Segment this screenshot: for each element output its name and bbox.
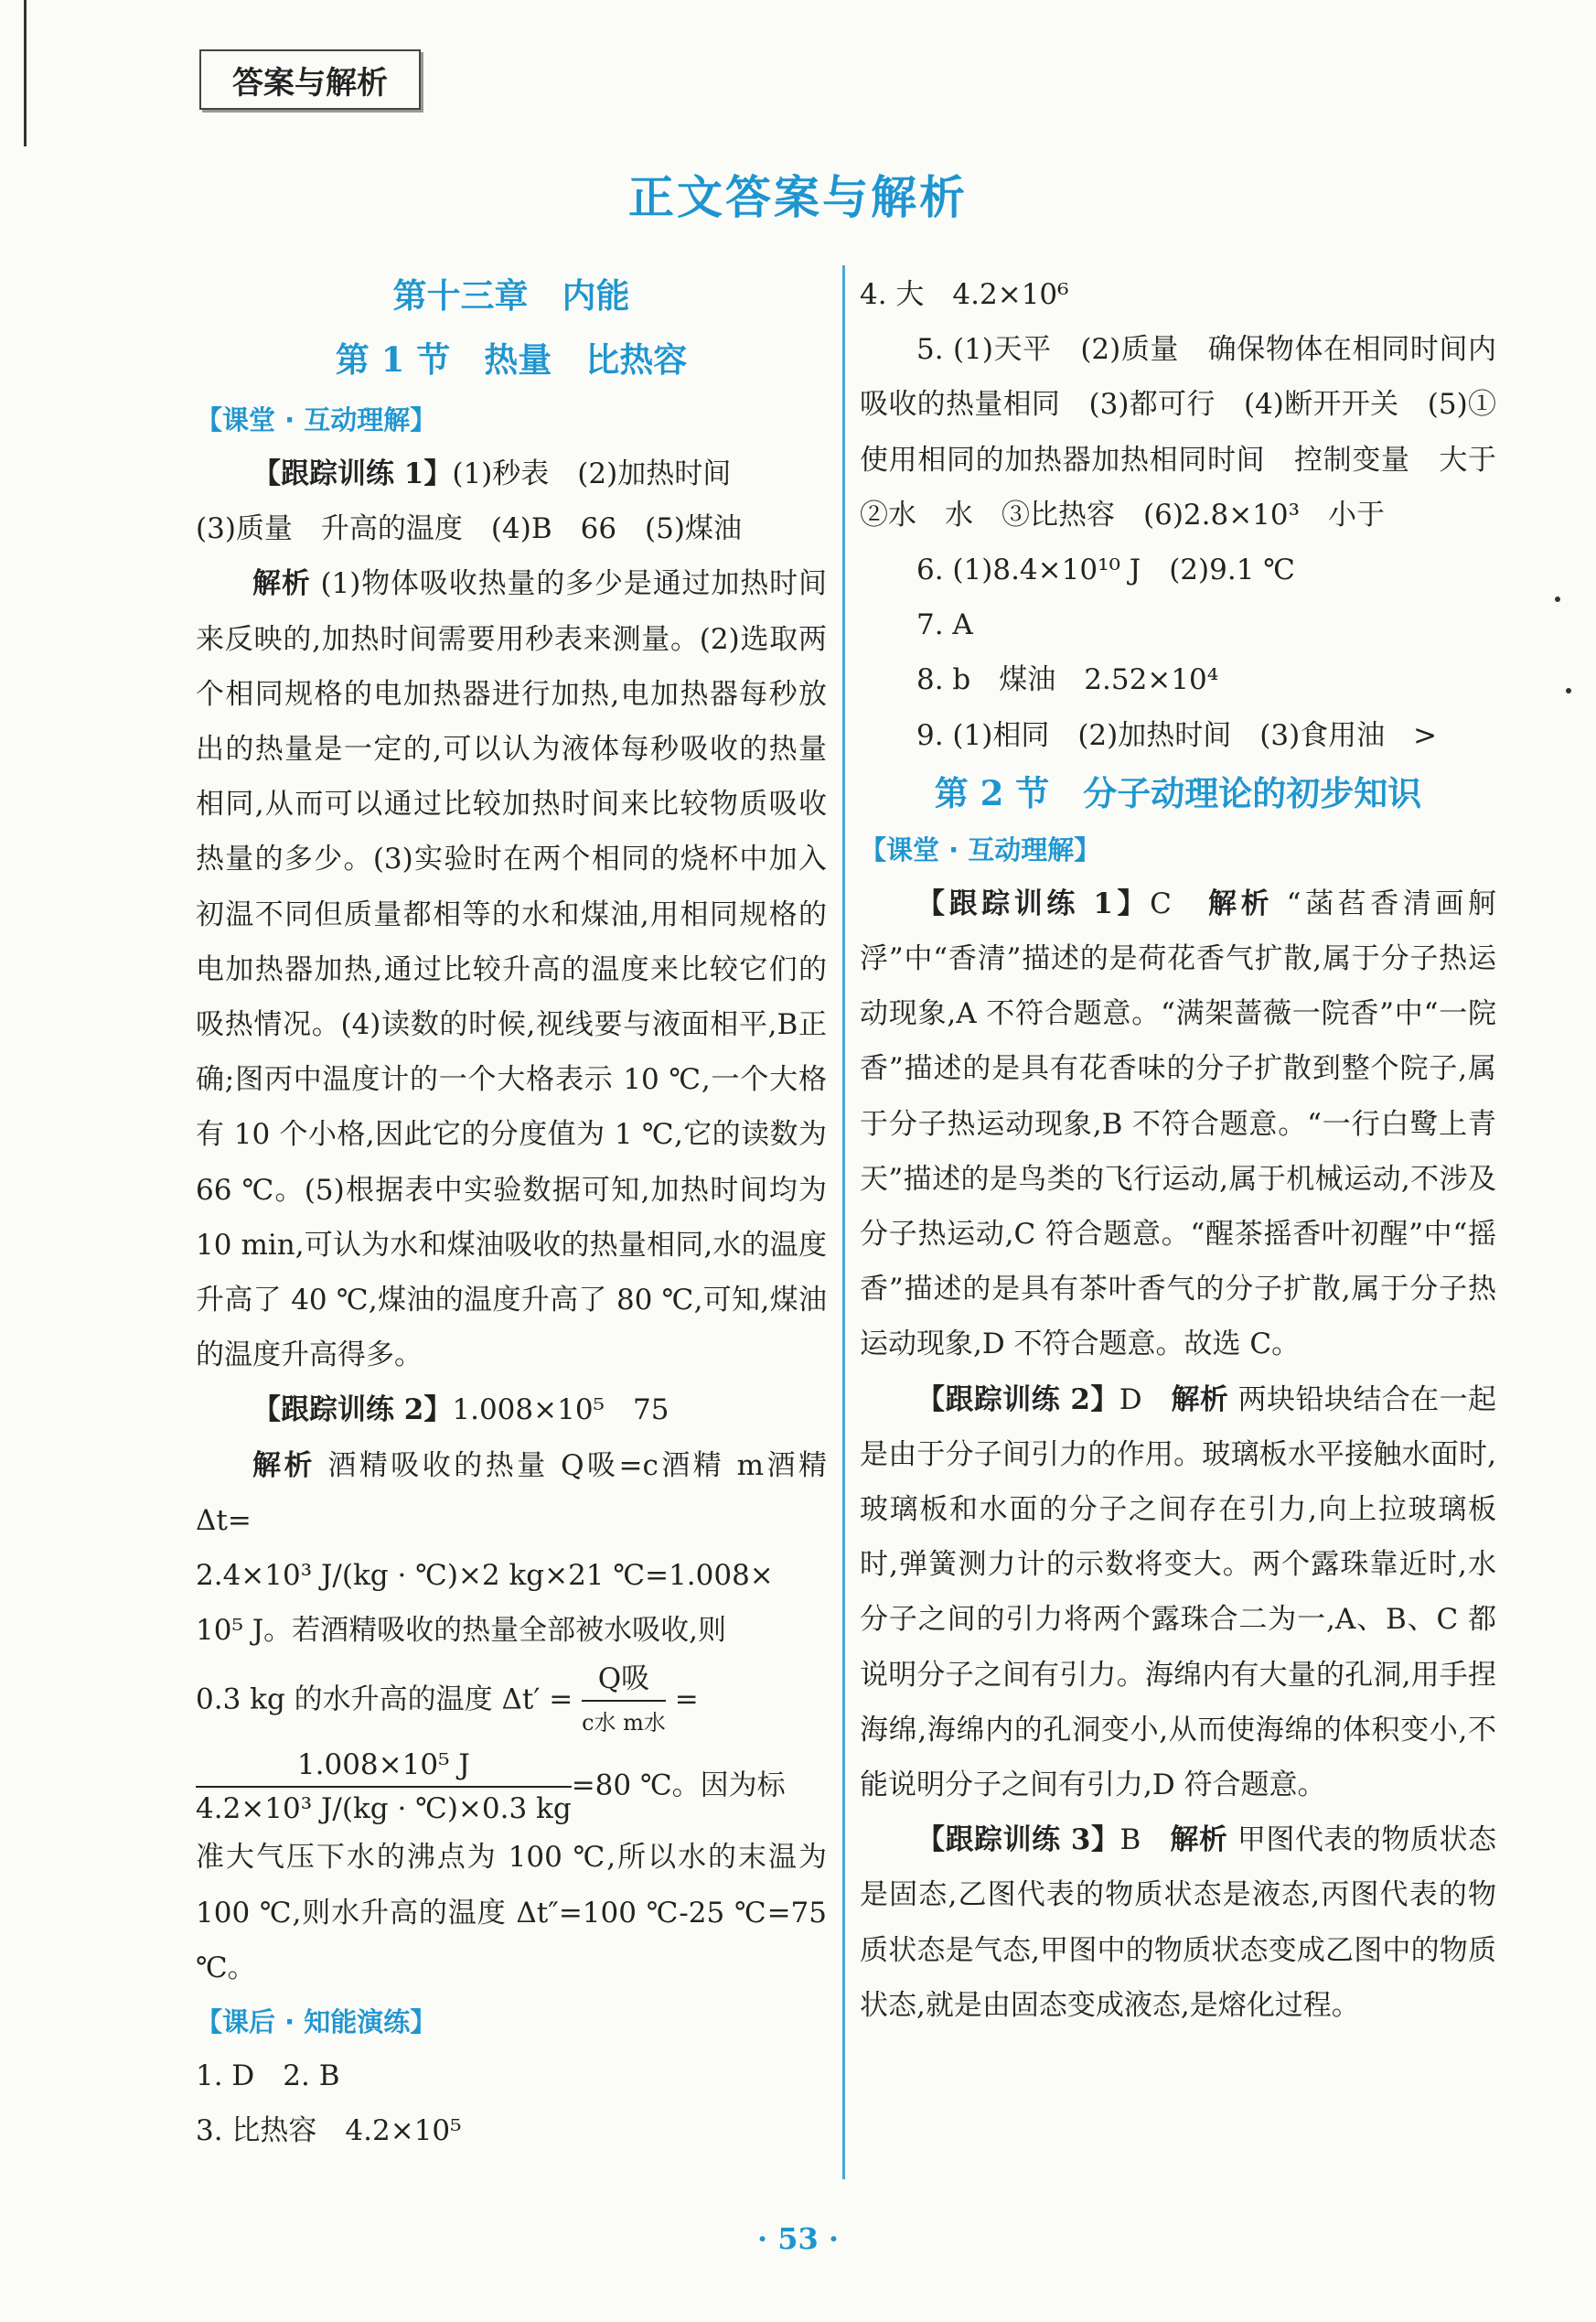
s2-training-3: 【跟踪训练 3】B 解析 甲图代表的物质状态是固态,乙图代表的物质状态是液态,丙图代表的物质状态是气态,甲图中的物质状态变成乙图中的物质状态,就是由固态变成液态,是熔化过程。: [860, 1823, 1496, 2022]
training-2-expl-line6: 准大气压下水的沸点为 100 ℃,所以水的末温为 100 ℃,则水升高的温度 Δt″=100 ℃-25 ℃=75 ℃。: [196, 1841, 827, 1984]
training-2-expl-line3: 10⁵ J。若酒精吸收的热量全部被水吸收,则: [196, 1614, 727, 1648]
fraction-numeric: $\frac{\text{1.008×10⁵ J}}{\text{4.2×10³ J/(kg · ℃)×0.3 kg}}$: [196, 1744, 572, 1830]
left-column: [196, 265, 827, 2158]
answer-3: 3. 比热容 4.2×10⁵: [196, 2114, 462, 2148]
answer-4: 4. 大 4.2×10⁶: [860, 278, 1069, 311]
fraction-q-over-cm: $\frac{\text{Q吸}}{\text{c水 m水}}$: [582, 1658, 666, 1744]
training-2-expl-line5: $\frac{\text{1.008×10⁵ J}}{\text{4.2×10³ J/(kg · ℃)×0.3 kg}}$ =80 ℃。因为标: [196, 1744, 827, 1830]
tag-classroom-2: 【课堂 · 互动理解】: [860, 833, 1101, 865]
tag-after-class: 【课后 · 知能演练】: [196, 2006, 437, 2038]
page-number: · 53 ·: [756, 2221, 840, 2256]
tag-classroom: 【课堂 · 互动理解】: [196, 404, 437, 435]
answer-5: 5. (1)天平 (2)质量 确保物体在相同时间内吸收的热量相同 (3)都可行 (4)断开开关 (5)①使用相同的加热器加热相同时间 控制变量 大于 ②水 水 ③比热容 (6)2.8×10³ 小于: [860, 333, 1525, 532]
training-2-answer: 【跟踪训练 2】1.008×10⁵ 75: [252, 1393, 669, 1427]
right-column: [860, 267, 1525, 2033]
answer-7: 7. A: [916, 608, 973, 642]
answer-8: 8. b 煤油 2.52×10⁴: [916, 663, 1219, 697]
section-2-title: 第 2 节 分子动理论的初步知识: [934, 772, 1422, 813]
margin-rule: [24, 0, 27, 146]
page-title: 正文答案与解析: [628, 170, 968, 224]
training-1-answer: 【跟踪训练 1】(1)秒表 (2)加热时间: [252, 457, 732, 490]
training-2-expl-line2: 2.4×10³ J/(kg · ℃)×2 kg×21 ℃=1.008×: [196, 1559, 774, 1593]
training-label: 【跟踪训练 1】: [252, 457, 453, 490]
answer-6: 6. (1)8.4×10¹⁰ J (2)9.1 ℃: [916, 554, 1295, 587]
margin-dot: [1555, 597, 1560, 602]
section-title: 第 1 节 热量 比热容: [335, 339, 688, 380]
s2-training-2: 【跟踪训练 2】D 解析 两块铅块结合在一起是由于分子间引力的作用。玻璃板水平接触水面时,玻璃板和水面的分子之间存在引力,向上拉玻璃板时,弹簧测力计的示数将变大。两个露珠靠近时,水分子之间的引力将两个露珠合二为一,A、B、C 都说明分子之间有引力。海绵内有大量的孔洞,用手捏海绵,海绵内的孔洞变小,从而使海绵的体积变小,不能说明分子之间有引力,D 符合题意。: [860, 1382, 1497, 1802]
column-divider: [842, 265, 845, 2179]
margin-dot: [1566, 688, 1571, 693]
section-header-box: 答案与解析: [199, 49, 421, 110]
training-1-explanation: 解析 (1)物体吸收热量的多少是通过加热时间来反映的,加热时间需要用秒表来测量。(2)选取两个相同规格的电加热器进行加热,电加热器每秒放出的热量是一定的,可以认为液体每秒吸收的热量相同,从而可以通过比较加热时间来比较物质吸收热量的多少。(3)实验时在两个相同的烧杯中加入初温不同但质量都相等的水和煤油,用相同规格的电加热器加热,通过比较升高的温度来比较它们的吸热情况。(4)读数的时候,视线要与液面相平,B正确;图丙中温度计的一个大格表示 10 ℃,一个大格有 10 个小格,因此它的分度值为 1 ℃,它的读数为 66 ℃。(5)根据表中实验数据可知,加热时间均为 10 min,可认为水和煤油吸收的热量相同,水的温度升高了 40 ℃,煤油的温度升高了 80 ℃,可知,煤油的温度升高得多。: [196, 567, 828, 1372]
training-2-expl-line4: 0.3 kg 的水升高的温度 Δt′ = $\frac{\text{Q吸}}{\text{c水 m水}}$ =: [196, 1658, 827, 1744]
answer-1-2: 1. D 2. B: [196, 2059, 340, 2093]
training-1-answer-cont: (3)质量 升高的温度 (4)B 66 (5)煤油: [196, 512, 742, 546]
answer-9: 9. (1)相同 (2)加热时间 (3)食用油 >: [916, 718, 1438, 752]
training-2-expl-line1: 解析 酒精吸收的热量 Q吸=c酒精 m酒精 Δt=: [196, 1448, 827, 1537]
chapter-title: 第十三章 内能: [392, 275, 630, 316]
s2-training-1: 【跟踪训练 1】C 解析 “菡萏香清画舸浮”中“香清”描述的是荷花香气扩散,属于分子热运动现象,A 不符合题意。“满架蔷薇一院香”中“一院香”描述的是具有花香味的分子扩散到整个院子,属于分子热运动现象,B 不符合题意。“一行白鹭上青天”描述的是鸟类的飞行运动,属于机械运动,不涉及分子热运动,C 符合题意。“醒茶摇香叶初醒”中“摇香”描述的是具有茶叶香气的分子扩散,属于分子热运动现象,D 不符合题意。故选 C。: [860, 887, 1497, 1361]
